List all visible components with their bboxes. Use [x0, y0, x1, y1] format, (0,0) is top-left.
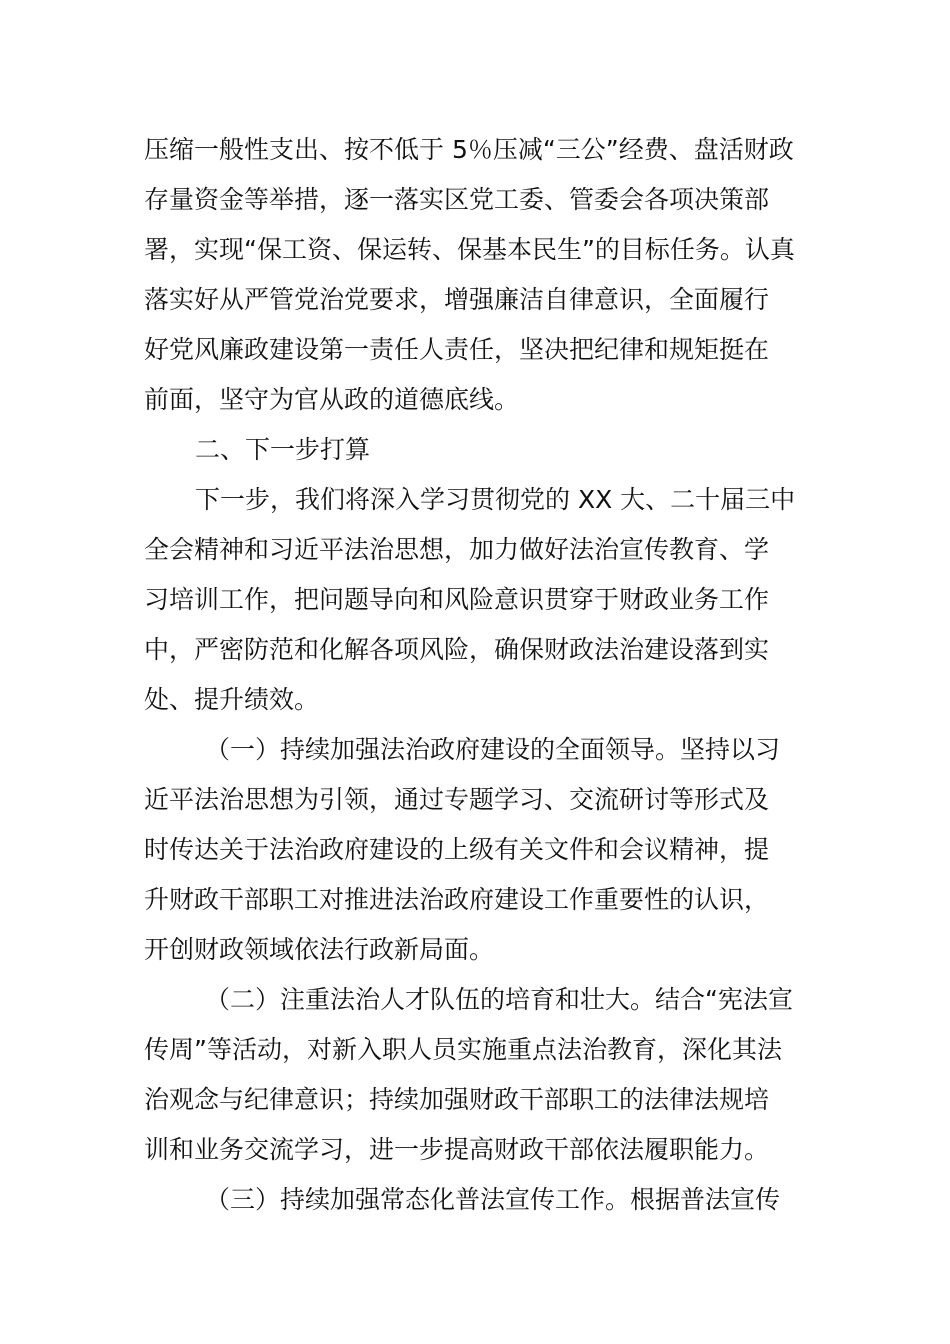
text-line: 治观念与纪律意识；持续加强财政干部职工的法律法规培: [144, 1085, 770, 1114]
text-line: 习培训工作，把问题导向和风险意识贯穿于财政业务工作: [144, 585, 770, 614]
subsection-heading: （三）持续加强常态化普法宣传工作。根据普法宣传: [205, 1185, 781, 1214]
text-line: 升财政干部职工对推进法治政府建设工作重要性的认识，: [144, 885, 770, 914]
text-line: 压缩一般性支出、按不低于 5％压减“三公”经费、盘活财政: [144, 135, 794, 164]
subsection-heading: （二）注重法治人才队伍的培育和壮大。结合“宪法宣: [205, 985, 793, 1014]
text-line: 署，实现“保工资、保运转、保基本民生”的目标任务。认真: [144, 235, 795, 264]
text-line: 中，严密防范和化解各项风险，确保财政法治建设落到实: [144, 635, 770, 664]
text-line: 存量资金等举措，逐一落实区党工委、管委会各项决策部: [144, 185, 770, 214]
text-line: 时传达关于法治政府建设的上级有关文件和会议精神，提: [144, 835, 770, 864]
text-line: 近平法治思想为引领，通过专题学习、交流研讨等形式及: [144, 785, 770, 814]
text-line: 前面，坚守为官从政的道德底线。: [144, 385, 520, 414]
text-line: 下一步，我们将深入学习贯彻党的 XX 大、二十届三中: [195, 485, 796, 514]
text-line: 好党风廉政建设第一责任人责任，坚决把纪律和规矩挺在: [144, 335, 770, 364]
text-line: 开创财政领域依法行政新局面。: [144, 935, 495, 964]
text-line: 落实好从严管党治党要求，增强廉洁自律意识，全面履行: [144, 285, 770, 314]
text-line: 训和业务交流学习，进一步提高财政干部依法履职能力。: [144, 1135, 770, 1164]
text-line: 全会精神和习近平法治思想，加力做好法治宣传教育、学: [144, 535, 770, 564]
text-line: 传周”等活动，对新入职人员实施重点法治教育，深化其法: [144, 1035, 782, 1064]
subsection-heading: （一）持续加强法治政府建设的全面领导。坚持以习: [205, 735, 781, 764]
text-line: 处、提升绩效。: [144, 685, 320, 714]
section-heading: 二、下一步打算: [195, 435, 371, 464]
